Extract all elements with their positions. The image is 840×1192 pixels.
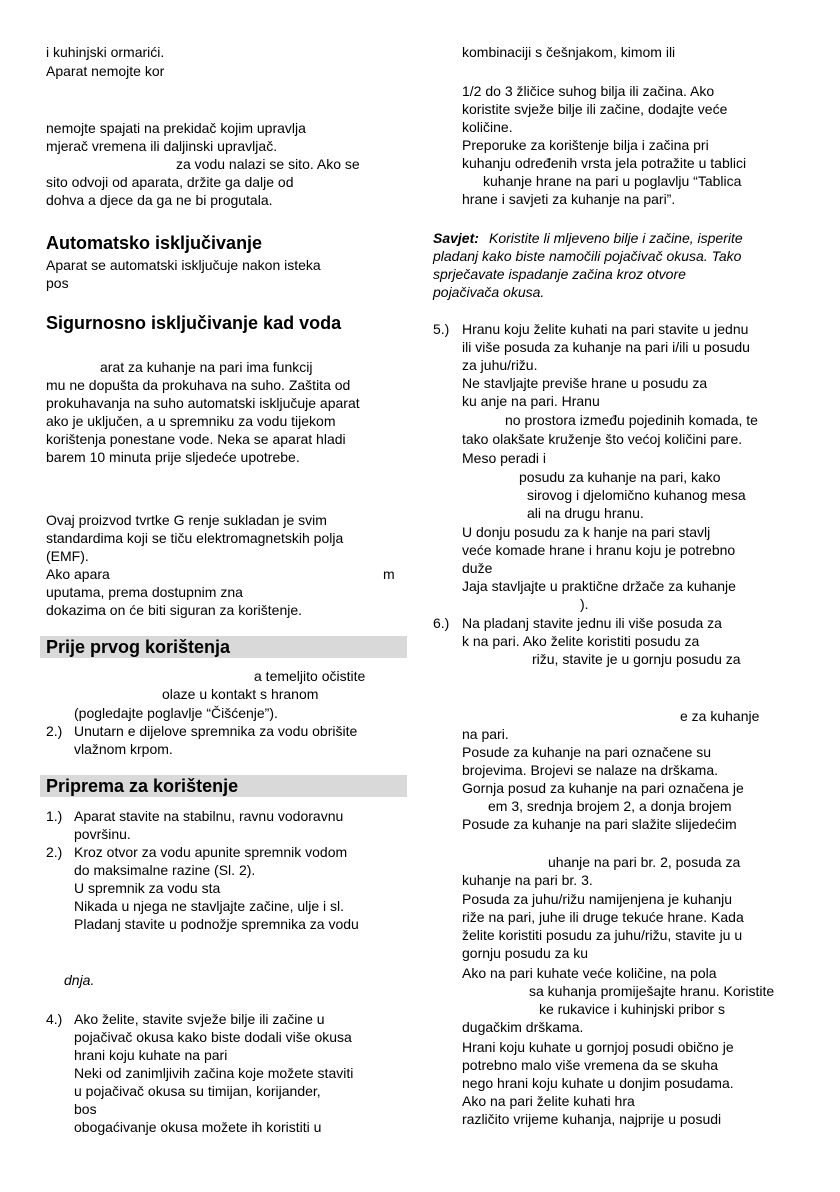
- text-line: Ako na pari želite kuhati hra: [462, 1093, 635, 1109]
- text-line: duže: [462, 560, 493, 576]
- text-line: ke rukavice i kuhinjski pribor s: [539, 1001, 725, 1017]
- text-line: korištenja ponestane vode. Neka se aparat hladi: [46, 431, 346, 447]
- text-line: sito odvoji od aparata, držite ga dalje od: [46, 174, 294, 190]
- text-line: dohva a djece da ga ne bi progutala.: [46, 192, 273, 208]
- text-line: sprječavate ispadanje začina kroz otvore: [433, 266, 686, 282]
- text-line: dnja.: [64, 972, 95, 988]
- section-bar: [40, 636, 407, 658]
- text-line: arat za kuhanje na pari ima funkcij: [100, 359, 313, 375]
- text-line: Posuda za juhu/rižu namijenjena je kuhanju: [462, 891, 733, 907]
- text-line: Posude za kuhanje na pari označene su: [462, 744, 712, 760]
- text-line: količine.: [462, 119, 513, 135]
- text-line: Ovaj proizvod tvrtke G renje sukladan je svim: [46, 512, 327, 528]
- text-line: Aparat stavite na stabilnu, ravnu vodoravnu: [74, 808, 344, 824]
- text-line: u pojačivač okusa su timijan, korijander,: [74, 1083, 321, 1099]
- text-line: rižu, stavite je u gornju posudu za: [532, 651, 741, 667]
- tip-label: Savjet:: [433, 230, 479, 246]
- text-line: za juhu/rižu.: [462, 357, 538, 373]
- text-line: Ako želite, stavite svježe bilje ili začine u: [74, 1011, 325, 1027]
- text-line: Posude za kuhanje na pari slažite slijedećim: [462, 816, 737, 832]
- section-heading: Sigurnosno isključivanje kad voda: [46, 313, 342, 333]
- text-line: veće komade hrane i hranu koju je potrebno: [462, 542, 736, 558]
- text-line: nego hrani koju kuhate u donjim posudama.: [462, 1075, 734, 1091]
- text-line: pos: [46, 275, 69, 291]
- text-line: uhanje na pari br. 2, posuda za: [548, 854, 741, 870]
- list-number: 1.): [46, 808, 63, 824]
- text-line: kombinaciji s češnjakom, kimom ili: [462, 44, 676, 60]
- text-line: Ako apara: [46, 566, 110, 582]
- text-line: vlažnom krpom.: [74, 741, 173, 757]
- text-line: prokuhavanja na suho automatski isključuje aparat: [46, 395, 360, 411]
- text-line: za vodu nalazi se sito. Ako se: [176, 156, 360, 172]
- text-line: hrane i savjeti za kuhanje na pari”.: [462, 191, 676, 207]
- text-line: ).: [580, 596, 589, 612]
- text-line: Pladanj stavite u podnožje spremnika za vodu: [74, 916, 359, 932]
- text-line: hrani koju kuhate na pari: [74, 1047, 228, 1063]
- text-line: Unutarn e dijelove spremnika za vodu obrišite: [74, 723, 358, 739]
- text-line: posudu za kuhanje na pari, kako: [519, 469, 721, 485]
- text-line: ako je uključen, a u spremniku za vodu tijekom: [46, 413, 336, 429]
- text-line: kuhanje na pari br. 3.: [462, 872, 593, 888]
- list-number: 2.): [46, 844, 63, 860]
- text-line: olaze u kontakt s hranom: [162, 686, 319, 702]
- text-line: barem 10 minuta prije sljedeće upotrebe.: [46, 449, 300, 465]
- text-line: standardima koji se tiču elektromagnetskih polja: [46, 530, 344, 546]
- text-line: U spremnik za vodu sta: [74, 880, 221, 896]
- text-line: sa kuhanja promiješajte hranu. Koristite: [529, 983, 775, 999]
- text-line: Kroz otvor za vodu apunite spremnik vodom: [74, 844, 348, 860]
- text-line: tako olakšate kruženje što većoj količini pare.: [462, 431, 743, 447]
- text-line: Preporuke za korištenje bilja i začina pri: [462, 137, 709, 153]
- text-line: Jaja stavljajte u praktične držače za kuhanje: [462, 578, 736, 594]
- text-line: (EMF).: [46, 548, 89, 564]
- text-line: e za kuhanje: [680, 708, 760, 724]
- text-line: brojevima. Brojevi se nalaze na drškama.: [462, 762, 719, 778]
- text-line: Nikada u njega ne stavljajte začine, ulje i sl.: [74, 898, 345, 914]
- text-line: m: [383, 566, 395, 582]
- text-line: no prostora između pojedinih komada, te: [505, 412, 758, 428]
- section-heading: Priprema za korištenje: [46, 776, 239, 796]
- text-line: Ako na pari kuhate veće količine, na pola: [462, 965, 717, 981]
- text-line: pojačivač okusa kako biste dodali više okusa: [74, 1029, 352, 1045]
- text-line: Na pladanj stavite jednu ili više posuda za: [462, 615, 722, 631]
- list-number: 2.): [46, 723, 63, 739]
- text-line: nemojte spajati na prekidač kojim upravlja: [46, 120, 306, 136]
- list-number: 5.): [433, 321, 450, 337]
- text-line: pojačivača okusa.: [433, 284, 545, 300]
- text-line: Meso peradi i: [462, 450, 547, 466]
- text-line: sirovog i djelomično kuhanog mesa: [527, 487, 746, 503]
- text-line: želite koristiti posudu za juhu/rižu, stavite ju u: [462, 927, 743, 943]
- text-line: k na pari. Ako želite koristiti posudu za: [462, 633, 700, 649]
- text-line: (pogledajte poglavlje “Čišćenje”).: [74, 705, 278, 721]
- text-line: pladanj kako biste namočili pojačivač okusa. Tako: [433, 248, 742, 264]
- text-line: dokazima on će biti siguran za korištenje.: [46, 602, 303, 618]
- text-line: Koristite li mljeveno bilje i začine, isperite: [489, 230, 743, 246]
- text-line: i kuhinjski ormarići.: [46, 44, 165, 60]
- text-line: Hranu koju želite kuhati na pari stavite u jednu: [462, 321, 749, 337]
- text-line: potrebno malo više vremena da se skuha: [462, 1057, 719, 1073]
- text-line: a temeljito očistite: [254, 668, 366, 684]
- text-line: kuhanje hrane na pari u poglavlju “Tablica: [483, 173, 742, 189]
- text-line: Gornja posud za kuhanje na pari označena je: [462, 780, 744, 796]
- text-line: em 3, srednja brojem 2, a donja brojem: [488, 798, 732, 814]
- text-line: Ne stavljajte previše hrane u posudu za: [462, 375, 708, 391]
- text-line: gornju posudu za ku: [462, 945, 589, 961]
- section-heading: Prije prvog korištenja: [46, 637, 231, 657]
- text-line: riže na pari, juhe ili druge tekuće hrane. Kada: [462, 909, 744, 925]
- section-heading: Automatsko isključivanje: [46, 233, 263, 253]
- text-line: na pari.: [462, 726, 509, 742]
- text-line: dugačkim drškama.: [462, 1019, 584, 1035]
- text-line: obogaćivanje okusa možete ih koristiti u: [74, 1119, 322, 1135]
- text-line: ili više posuda za kuhanje na pari i/ili u posudu: [462, 339, 750, 355]
- text-line: U donju posudu za k hanje na pari stavlj: [462, 524, 711, 540]
- text-line: mjerač vremena ili daljinski upravljač.: [46, 138, 278, 154]
- text-line: Hrani koju kuhate u gornjoj posudi obično je: [462, 1039, 734, 1055]
- text-line: Neki od zanimljivih začina koje možete staviti: [74, 1065, 354, 1081]
- text-line: uputama, prema dostupnim zna: [46, 584, 243, 600]
- list-number: 6.): [433, 615, 450, 631]
- text-line: različito vrijeme kuhanja, najprije u posudi: [462, 1111, 722, 1127]
- text-line: Aparat nemojte kor: [46, 63, 165, 79]
- text-line: 1/2 do 3 žličice suhog bilja ili začina. Ako: [462, 83, 715, 99]
- text-line: bos: [74, 1101, 97, 1117]
- text-line: površinu.: [74, 826, 131, 842]
- text-line: do maksimalne razine (Sl. 2).: [74, 862, 256, 878]
- list-number: 4.): [46, 1011, 63, 1027]
- text-line: kuhanju određenih vrsta jela potražite u tablici: [462, 155, 747, 171]
- text-line: koristite svježe bilje ili začine, dodajte veće: [462, 101, 728, 117]
- text-line: ku anje na pari. Hranu: [462, 393, 600, 409]
- text-line: Aparat se automatski isključuje nakon isteka: [46, 257, 321, 273]
- section-bar: [40, 775, 407, 797]
- text-line: mu ne dopušta da prokuhava na suho. Zaštita od: [46, 377, 351, 393]
- text-line: ali na drugu hranu.: [527, 505, 644, 521]
